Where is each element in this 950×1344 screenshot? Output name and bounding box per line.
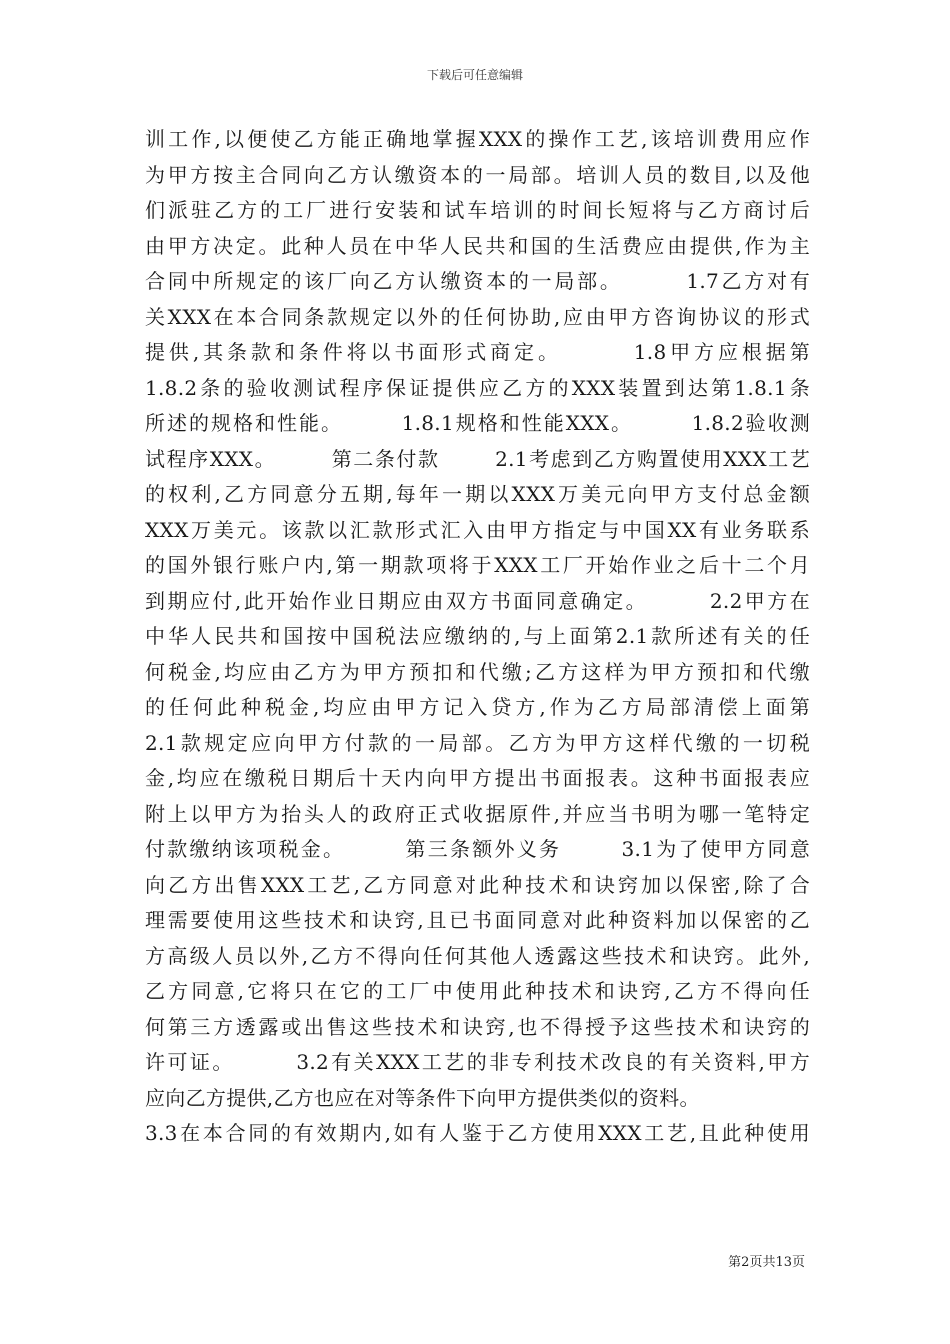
body-line: 方高级人员以外,乙方不得向任何其他人透露这些技术和诀窍。此外, [145,943,810,968]
body-line: 关XXX在本合同条款规定以外的任何协助,应由甲方咨询协议的形式 [145,304,810,329]
body-line: 金,均应在缴税日期后十天内向甲方提出书面报表。这种书面报表应 [145,766,810,790]
body-line: 附上以甲方为抬头人的政府正式收据原件,并应当书明为哪一笔特定 [145,801,810,826]
body-line: 何税金,均应由乙方为甲方预扣和代缴;乙方这样为甲方预扣和代缴 [145,659,810,684]
contract-body [145,122,810,1152]
body-line: 应向乙方提供,乙方也应在对等条件下向甲方提供类似的资料。 [145,1085,700,1110]
body-line: 3.3在本合同的有效期内,如有人鉴于乙方使用XXX工艺,且此种使用 [145,1121,810,1145]
body-line: 向乙方出售XXX工艺,乙方同意对此种技术和诀窍加以保密,除了合 [145,872,810,897]
body-line: 到期应付,此开始作业日期应由双方书面同意确定。 2.2甲方在 [145,588,810,613]
body-line: 的任何此种税金,均应由甲方记入贷方,作为乙方局部清偿上面第 [145,695,810,719]
body-line: 提供,其条款和条件将以书面形式商定。 1.8甲方应根据第 [145,340,810,364]
body-line: 所述的规格和性能。 1.8.1规格和性能XXX。 1.8.2验收测 [145,411,810,435]
body-line: 合同中所规定的该厂向乙方认缴资本的一局部。 1.7乙方对有 [145,269,810,293]
body-line: 1.8.2条的验收测试程序保证提供应乙方的XXX装置到达第1.8.1条 [145,375,810,400]
body-line: 付款缴纳该项税金。 第三条额外义务 3.1为了使甲方同意 [145,837,810,861]
body-line: 的国外银行账户内,第一期款项将于XXX工厂开始作业之后十二个月 [145,553,810,577]
body-line: 的权利,乙方同意分五期,每年一期以XXX万美元向甲方支付总金额 [145,482,810,506]
body-line: 们派驻乙方的工厂进行安装和试车培训的时间长短将与乙方商讨后 [145,198,810,222]
page-header: 下载后可任意编辑 [426,68,523,82]
body-line: 乙方同意,它将只在它的工厂中使用此种技术和诀窍,乙方不得向任 [145,979,810,1003]
body-line: XXX万美元。该款以汇款形式汇入由甲方指定与中国XX有业务联系 [145,517,810,542]
body-line: 由甲方决定。此种人员在中华人民共和国的生活费应由提供,作为主 [145,233,810,258]
body-line: 2.1款规定应向甲方付款的一局部。乙方为甲方这样代缴的一切税 [145,730,810,755]
body-line: 理需要使用这些技术和诀窍,且已书面同意对此种资料加以保密的乙 [145,908,810,932]
body-line: 何第三方透露或出售这些技术和诀窍,也不得授予这些技术和诀窍的 [145,1014,810,1039]
body-line: 训工作,以便使乙方能正确地掌握XXX的操作工艺,该培训费用应作 [145,127,810,151]
body-line: 许可证。 3.2有关XXX工艺的非专利技术改良的有关资料,甲方 [145,1050,810,1074]
page-number: 第2页共13页 [728,1255,805,1270]
body-line: 中华人民共和国按中国税法应缴纳的,与上面第2.1款所述有关的任 [145,624,810,648]
body-line: 试程序XXX。 第二条付款 2.1考虑到乙方购置使用XXX工艺 [145,446,810,471]
body-line: 为甲方按主合同向乙方认缴资本的一局部。培训人员的数目,以及他 [145,162,810,187]
